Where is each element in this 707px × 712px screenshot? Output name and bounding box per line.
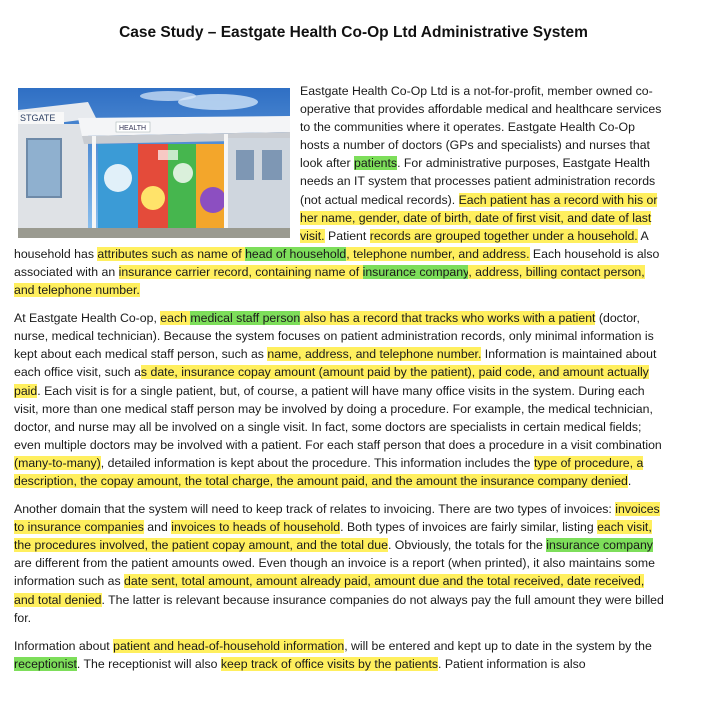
paragraph-invoicing: Another domain that the system will need to keep track of relates to invoicing. There are two types of invoices: invoices to insurance companies and invoices to heads of household. Both types of invoices are fairly similar, listing each visit, the procedures involved, the patient copay amount, and the total due. Obviously, the totals for the insurance company are different from the patient amounts owed. Even though an invoice is a report (when printed), it also maintains some information such as date sent, total amount, amount already paid, amount due and the total received, date received, and total denied. The latter is relevant because insurance companies do not always pay the full amount they were billed for. [14,502,664,625]
page-title: Case Study – Eastgate Health Co-Op Ltd Administrative System [119,24,588,41]
paragraph-intro: Eastgate Health Co-Op Ltd is a not-for-profit, member owned co-operative that provides affordable medical and healthcare services to the communities where it operates. Eastgate Health Co-Op hosts a number of doctors (GPs and specialists) and nurses that look after patients. For administrative purposes, Eastgate Health needs an IT system that processes patient administration records (not actual medical records). Each patient has a record with his or her name, gender, date of birth, date of first visit, and date of last visit. Patient records are grouped together under a household. A household has attributes such as name of head of household, telephone number, and address. Each household is also associated with an insurance carrier record, containing name of insurance company, address, billing contact person, and telephone number. [14,84,662,298]
paragraph-receptionist: Information about patient and head-of-household information, will be entered and kept up to date in the system by the receptionist. The receptionist will also keep track of office visits by the patients. Patient information is also [14,638,652,671]
document-body [14,82,666,683]
eastgate-sign-text: STGATE [20,113,56,123]
paragraph-staff: At Eastgate Health Co-op, each medical staff person also has a record that tracks who works with a patient (doctor, nurse, medical technician). Because the system focuses on patient administration records, only minimal information is kept about each medical staff person, such as name, address, and telephone number. Information is maintained about each office visit, such as date, insurance copay amount (amount paid by the patient), paid code, and amount actually paid. Each visit is for a single patient, but, of course, a patient will have many office visits in the system. During each visit, more than one medical staff person may be involved by doing a procedure. For example, the medical technician, doctor, and nurse may all be involved on a single visit. In fact, some doctors are specialists in certain medical fields; even multiple doctors may be involved with a patient. For each staff person that does a procedure in a visit combination (many-to-many), detailed information is kept about the procedure. This information includes the type of procedure, a description, the copay amount, the total charge, the amount paid, and the amount the insurance company denied. [14,311,662,488]
health-sign-text: HEALTH [119,125,147,132]
